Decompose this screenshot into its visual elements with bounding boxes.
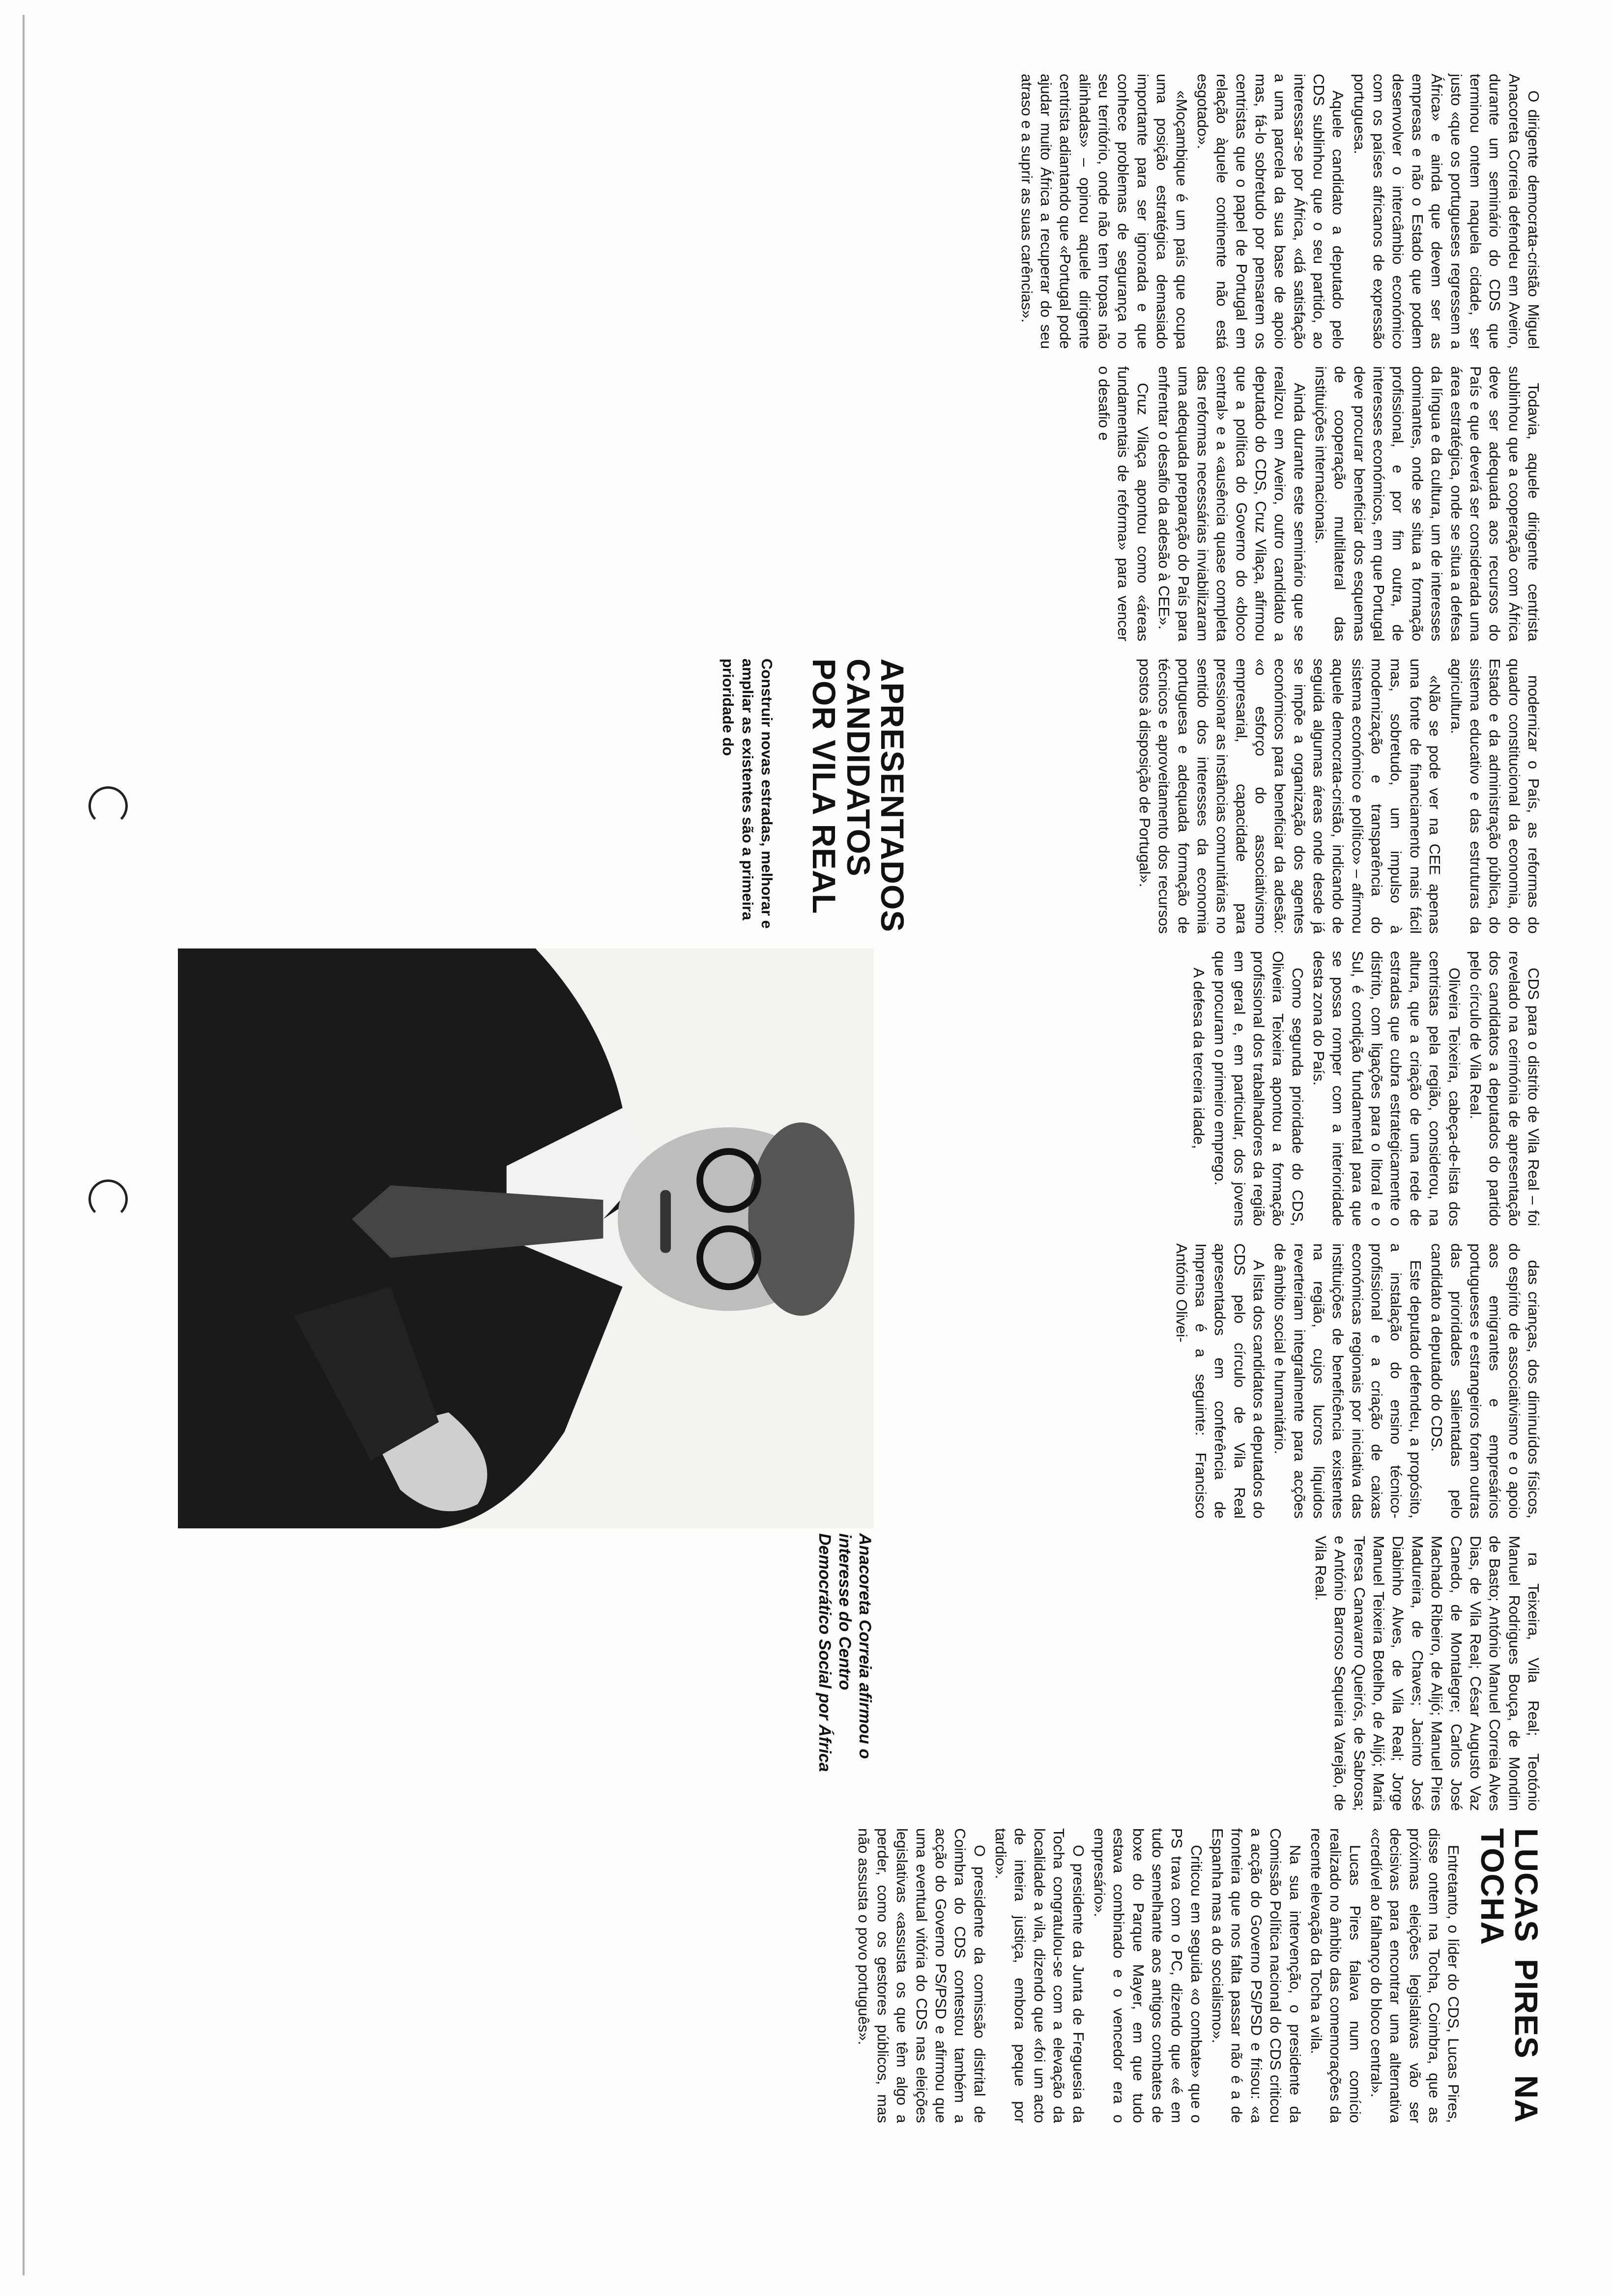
paragraph: ra Teixeira, Vila Real; Teotónio Manuel Rodrigues Bouça, de Mondim de Basto; António Manuel Correia Alves Dias, de Vila Real; César Augusto Vaz Canedo, de Montalegre; Carlos José Machado Ribeiro, de Alijó; Manuel Pires Madureira, de Chaves; Jacinto José Diabinho Alves, de Vila Real; Jorge Manuel Teixeira Botelho, de Alijó; Maria Teresa Canavarro Queirós, de Sabrosa; e António Barroso Sequeira Varejão, de Vila Real.: [1312, 1536, 1542, 1811]
page-edge-rule: [23, 15, 25, 2275]
paragraph: das crianças, dos diminuídos físicos, do espírito de associativismo e o apoio aos emigrantes e empresários portugueses e estrangeiros foram outras das prioridades salientadas pelo candidato a deputado do CDS.: [1428, 1243, 1542, 1519]
paragraph: O presidente da comissão distrital de Coimbra do CDS contestou também a acção do Governo PS/PSD e afirmou que uma eventual vitória do CDS nas eleições legislativas «assusta os que têm algo a perder, como os gestores públicos, mas não assusta o povo português».: [855, 1828, 988, 2123]
paragraph: Na sua intervenção, o presidente da Comissão Política nacional do CDS criticou a acção do Governo PS/PSD e frisou: «a fronteira que nos falta passar não é a de Espanha mas a do socialismo».: [1209, 1828, 1304, 2123]
paragraph: «Não se pode ver na CEE apenas uma fonte de financiamento mais fácil mas, sobretudo, um impulso à modernização e transparência do sistema económico e político» – afirmou aquele democrata-cristão, indicando de seguida algumas áreas onde desde já se impõe a organização dos agentes económicos para beneficiar da adesão: «o esforço do associativismo empresarial, capacidade para pressionar as instâncias comunitárias no sentido dos interesses da economia portuguesa e adequada formação de técnicos e aproveitamento dos recursos postos à disposição de Portugal».: [1136, 659, 1444, 934]
paragraph: Todavia, aquele dirigente centrista sublinhou que a cooperação com África deve ser adequada aos recursos do País e que deverá ser considerada uma área estratégica, onde se situa a defesa da língua e da cultura, um de interesses dominantes, onde se situa a formação profissional, e por fim outra, de interesses económicos, em que Portugal deve procurar beneficiar dos esquemas de cooperação multilateral das instituições internacionais.: [1312, 366, 1542, 642]
paragraph: Aquele candidato a deputado pelo CDS sublinhou que o seu partido, ao interessar-se por África, «dá satisfação a uma parcela da sua base de apoio mas, fá-lo sobretudo por pensarem os centristas que o papel de Portugal em relação àquele continente não está esgotado».: [1194, 74, 1347, 349]
article1-column-2: [1094, 366, 1543, 641]
paragraph: O presidente da Junta de Freguesia da Tocha congratulou-se com a elevação da localidade a vila, dizendo que «foi um acto de inteira justiça, embora peque por tardio».: [992, 1828, 1087, 2123]
article1-column-3: [894, 659, 1543, 934]
paragraph: Este deputado defendeu, a propósito, a instalação do ensino técnico-profissional e a criação de caixas económicas regionais por iniciativa das instituições de beneficência existentes na região, cujos lucros líquidos reverteriam integralmente para acções de âmbito social e humanitário.: [1271, 1243, 1424, 1519]
paragraph: A lista dos candidatos a deputados do CDS pelo círculo de Vila Real apresentados em conferência de Imprensa é a seguinte: Francisco António Olivei-: [1173, 1243, 1267, 1519]
article1-column-5: [894, 1243, 1543, 1519]
paragraph: Como segunda prioridade do CDS, Oliveira Teixeira apontou a formação profissional dos trabalhadores da região em geral e, em particular, dos jovens que procuram o primeiro emprego.: [1211, 951, 1306, 1226]
article1-headline: APRESENTADOS CANDIDATOS POR VILA REAL: [806, 659, 911, 933]
paragraph: Entretanto, o líder do CDS, Lucas Pires, disse ontem na Tocha, Coimbra, que as próximas eleições legislativas vão ser decisivas para encontrar uma alternativa «credível ao falhanço do bloco central».: [1367, 1828, 1463, 2123]
paragraph: Cruz Vilaça apontou como «áreas fundamentais de reforma» para vencer o desafio e: [1095, 366, 1151, 641]
punch-hole-right: [88, 1179, 128, 1219]
article2-headline: LUCAS PIRES NA TOCHA: [1474, 1828, 1545, 2123]
paragraph: A defesa da terceira idade,: [1190, 968, 1208, 1149]
paragraph: Lucas Pires falava num comício realizado no âmbito das comemorações da recente elevação da Tocha a vila.: [1307, 1828, 1364, 2123]
paragraph: «Moçambique é um país que ocupa uma posição estratégica demasiado importante para ser ignorada e que conhece problemas de segurança no seu território, onde não tem tropas não alinhadas» – opinou aquele dirigente centrista adiantando que «Portugal pode ajudar muito África a recuperar do seu atraso e a suprir as suas carências».: [1018, 74, 1190, 349]
paragraph: O dirigente democrata-cristão Miguel Anacoreta Correia defendeu em Aveiro, durante um seminário do CDS que terminou ontem naquela cidade, ser justo «que os portugueses regressem a África» e ainda que devem ser as empresas e não o Estado que podem desenvolver o intercâmbio económico com os países africanos de expressão portuguesa.: [1351, 74, 1542, 349]
photo-hair: [748, 1122, 854, 1316]
article2-column: [852, 1828, 1543, 2123]
article1-column-1: [1015, 74, 1543, 349]
paragraph: Ainda durante este seminário que se realizou em Aveiro, outro candidato a deputado do CDS, Cruz Vilaça, afirmou que a política do Governo do «bloco central» e a «ausência quase completa das reformas necessárias inviabilizaram uma adequada preparação do País para enfrentar o desafio da adesão à CEE».: [1155, 366, 1308, 641]
punch-hole-left: [88, 786, 128, 826]
photo-caption: Anacoreta Correia afirmou o interesse do Centro Democrático Social por África: [815, 1533, 874, 1772]
photo-mouth: [660, 1190, 671, 1253]
paragraph: CDS para o distrito de Vila Real – foi revelado na cerimónia de apresentação dos candidatos a deputados do partido pelo círculo de Vila Real.: [1467, 951, 1542, 1226]
paragraph: Criticou em seguida «o combate» que o PS trava com o PC, dizendo que «é em tudo semelhante aos antigos combates de boxe do Parque Mayer, em que tudo estava combinado e o vencedor era o empresário».: [1091, 1828, 1205, 2123]
article1-column-4: [894, 951, 1543, 1226]
article1-column-6: [1140, 1536, 1543, 1811]
article1-subheadline: Construir novas estradas, melhorar e ampliar as existentes são a primeira prioridade do: [720, 659, 776, 929]
paragraph: modernizar o País, as reformas do quadro constitucional da economia, do Estado e da administração pública, do sistema educativo e das estruturas da agricultura.: [1447, 659, 1542, 934]
paragraph: Oliveira Teixeira, cabeça-de-lista dos centristas pela região, considerou, na altura, que a criação de uma rede de estradas que cubra estrategicamente o distrito, com ligações para o litoral e o Sul, é condição fundamental para que se possa romper com a interioridade desta zona do País.: [1310, 951, 1463, 1226]
candidate-photo: [157, 948, 894, 1528]
